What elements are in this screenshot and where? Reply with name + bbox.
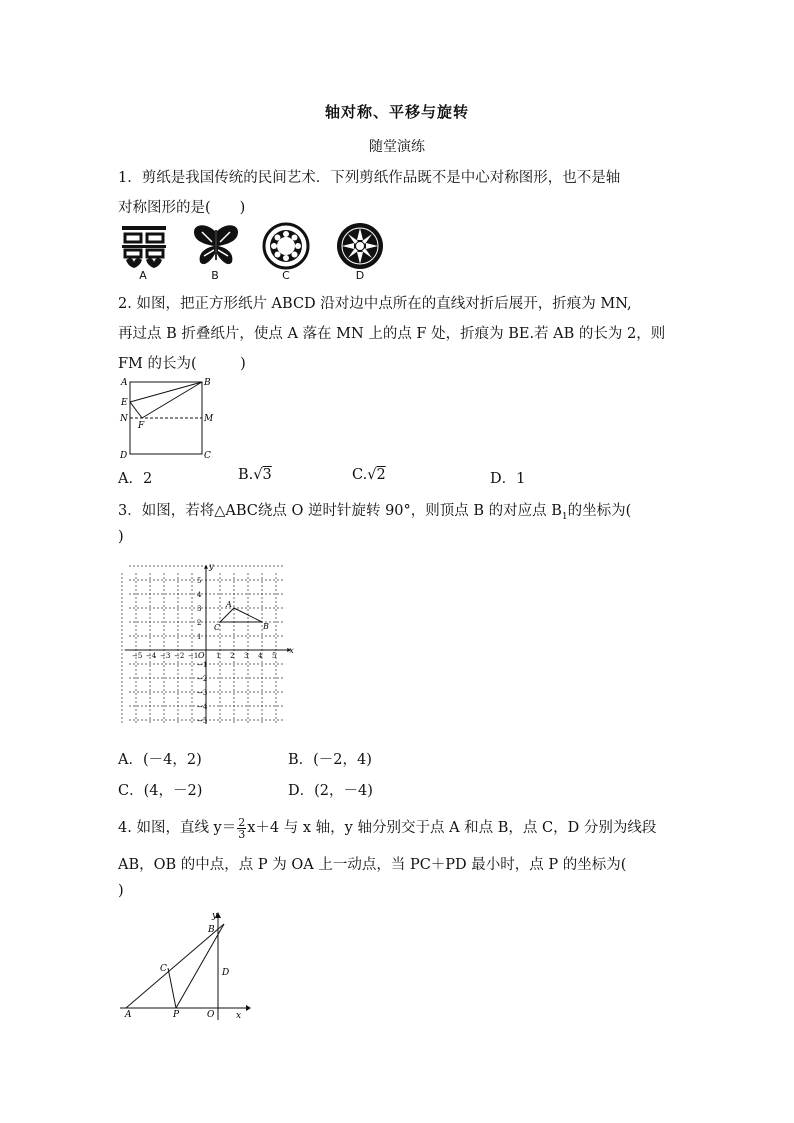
label-c: C [204, 451, 211, 461]
q2-stem-line-3: FM 的长为( ) [118, 356, 246, 372]
x-tick-label: 5 [272, 652, 277, 660]
y-tick-label: −4 [197, 703, 208, 711]
label-o: O [207, 1010, 215, 1020]
label-a: A [125, 1010, 132, 1020]
q1-label-a: A [139, 269, 147, 282]
x-tick-label: −4 [146, 652, 157, 660]
q2-stem-line-1: 2. 如图，把正方形纸片 ABCD 沿对边中点所在的直线对折后展开，折痕为 MN, [118, 296, 632, 312]
q1-label-b: B [211, 269, 219, 282]
double-happiness-papercut [122, 226, 166, 268]
line-pd-helper [176, 924, 224, 1008]
triangle-abc [220, 608, 262, 622]
q1-stem-line-2: 对称图形的是( ) [118, 200, 246, 216]
q1-papercut-pictures [118, 222, 398, 270]
label-f: F [138, 421, 145, 431]
q3-option-b: B．(－2，4) [288, 752, 372, 768]
butterfly-papercut [194, 225, 238, 264]
q4-line-figure [118, 908, 253, 1023]
x-tick-label: 4 [258, 652, 263, 660]
y-axis-label: y [209, 562, 214, 571]
y-tick-label: 2 [197, 619, 202, 627]
label-x: x [236, 1011, 242, 1021]
q2-option-d: D．1 [490, 471, 526, 487]
q3-option-d: D．(2，－4) [288, 783, 373, 799]
q4-stem-line-1: 4. 如图，直线 y＝ $\frac{2}{3}$ x＋4 与 x 轴，y 轴分别交于点 A 和点 B，点 C，D 分别为线段 [118, 815, 657, 841]
q1-label-d: D [355, 269, 365, 282]
q4-stem-line-3: ) [118, 883, 124, 899]
segment-fb [142, 382, 202, 418]
q3-coordinate-grid [118, 562, 298, 724]
y-tick-label: 4 [197, 591, 202, 599]
label-n: N [120, 414, 128, 424]
q2-stem-line-2: 再过点 B 折叠纸片，使点 A 落在 MN 上的点 F 处，折痕为 BE.若 AB 的长为 2，则 [118, 326, 666, 342]
q3-option-a: A．(－4，2) [118, 752, 202, 768]
x-tick-label: −1 [188, 652, 199, 660]
y-tick-label: −1 [197, 661, 208, 669]
label-a: A [121, 378, 128, 388]
origin-label: O [198, 651, 205, 660]
ring-flower-papercut [264, 224, 308, 268]
x-tick-label: −2 [174, 652, 185, 660]
point-b-label: B [263, 622, 269, 631]
y-axis-arrow [204, 565, 208, 569]
x-tick-label: −3 [160, 652, 171, 660]
q2-option-a: A．2 [118, 471, 153, 487]
label-b: B [208, 925, 215, 935]
q1-label-c: C [282, 269, 290, 282]
sunburst-papercut [337, 223, 383, 269]
segment-ef [130, 402, 142, 418]
label-m: M [204, 414, 214, 424]
point-a-label: A [226, 600, 232, 609]
y-tick-label: −5 [197, 717, 208, 724]
x-tick-label: 1 [216, 652, 221, 660]
label-d: D [222, 968, 230, 978]
y-tick-label: 5 [197, 577, 202, 585]
q2-option-b: B.√3 [238, 467, 272, 483]
y-tick-label: −2 [197, 675, 208, 683]
x-tick-label: 3 [244, 652, 249, 660]
label-c: C [160, 964, 167, 974]
x-axis-arrow [246, 1005, 251, 1011]
q3-option-c: C．(4，－2) [118, 783, 203, 799]
page-subtitle: 随堂演练 [369, 139, 425, 155]
q3-stem-line-2: ) [118, 529, 124, 545]
y-tick-label: 1 [197, 633, 202, 641]
label-p: P [173, 1010, 180, 1020]
x-axis-label: x [289, 646, 294, 655]
q1-stem-line-1: 1．剪纸是我国传统的民间艺术．下列剪纸作品既不是中心对称图形，也不是轴 [118, 170, 621, 186]
q2-square-figure [116, 372, 226, 462]
label-e: E [121, 398, 128, 408]
q3-stem-line-1: 3．如图，若将△ABC绕点 O 逆时针旋转 90°，则顶点 B 的对应点 $B_1$的坐标为( [118, 503, 632, 522]
segment-pc [168, 968, 176, 1008]
label-d: D [120, 451, 128, 461]
label-y: y [212, 911, 218, 921]
line-ab [126, 924, 224, 1008]
label-b: B [204, 378, 211, 388]
point-c-label: C [214, 623, 221, 632]
y-tick-label: −3 [197, 689, 208, 697]
x-tick-label: −5 [132, 652, 143, 660]
q2-option-c: C.√2 [352, 467, 386, 483]
page-title: 轴对称、平移与旋转 [324, 103, 469, 121]
x-tick-label: 2 [230, 652, 235, 660]
y-tick-label: 3 [197, 605, 202, 613]
crease-be [130, 382, 202, 402]
q4-stem-line-2: AB，OB 的中点，点 P 为 OA 上一动点，当 PC＋PD 最小时，点 P 的坐标为( [118, 857, 627, 873]
